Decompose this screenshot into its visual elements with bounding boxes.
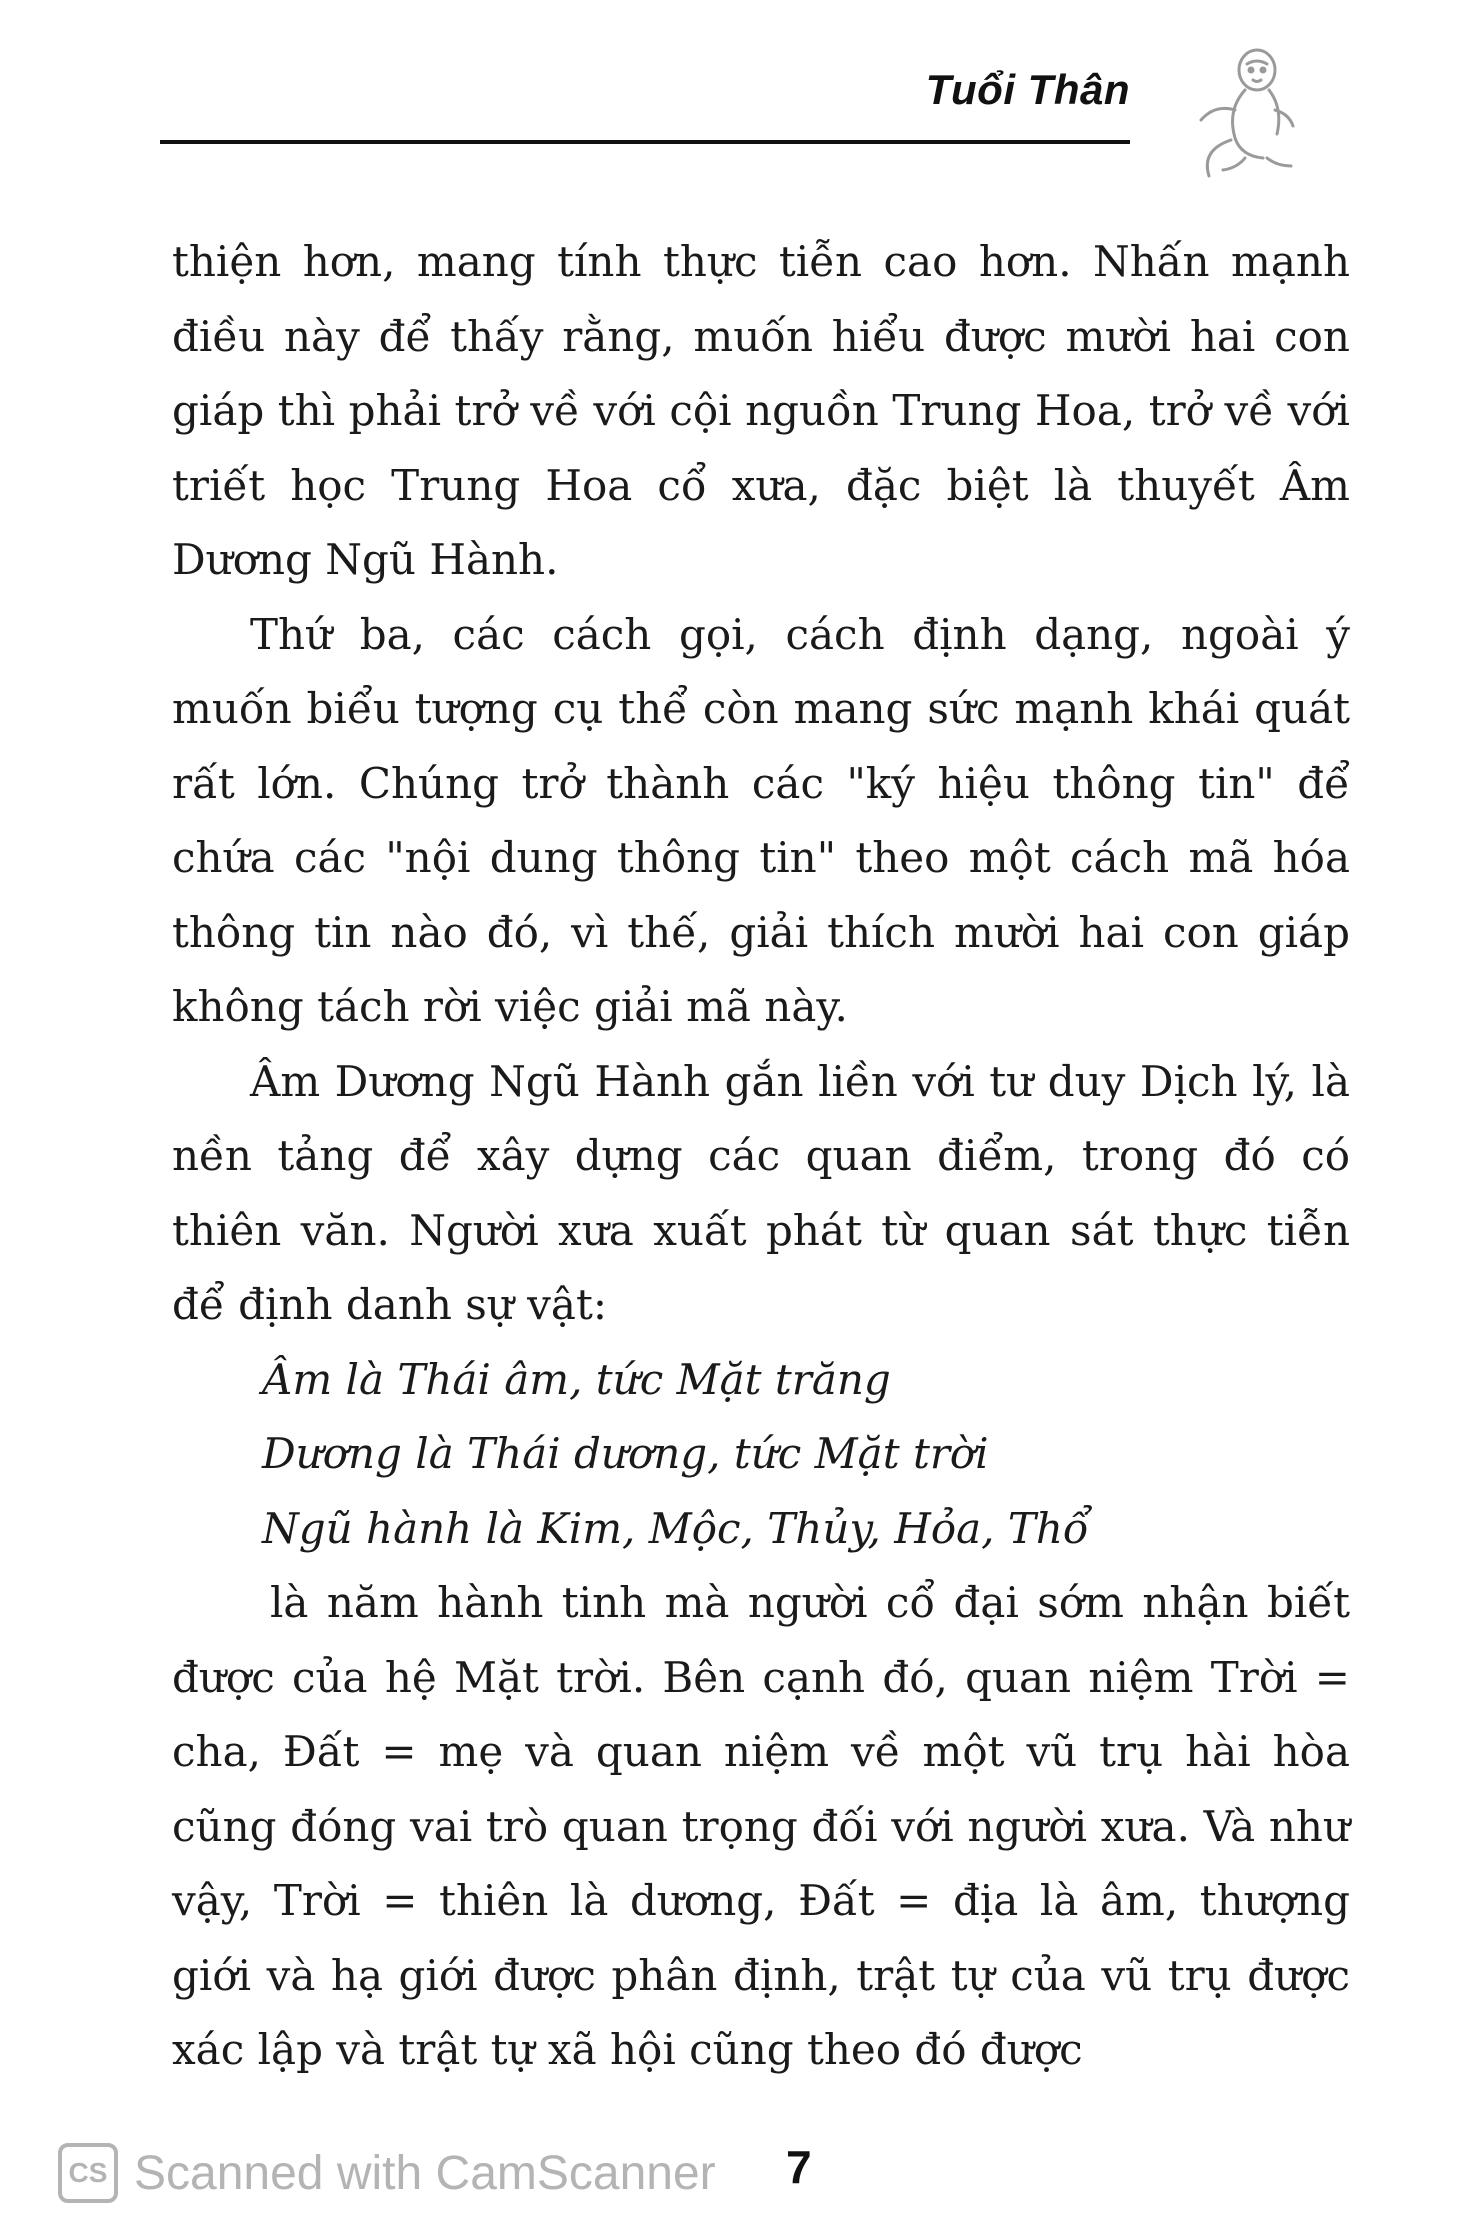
verse-line-3: Ngũ hành là Kim, Mộc, Thủy, Hỏa, Thổ (262, 1503, 1089, 1553)
running-title: Tuổi Thân (925, 66, 1130, 113)
paragraph-2: Thứ ba, các cách gọi, cách định dạng, ngoài ý muốn biểu tượng cụ thể còn mang sức mạnh khái quát rất lớn. Chúng trở thành các "ký hiệu thông tin" để chứa các "nội dung thông tin" theo một cách mã hóa thông tin nào đó, vì thế, giải thích mười hai con giáp không tách rời việc giải mã này. (172, 609, 1350, 1031)
body-text (172, 225, 1350, 2088)
verse-line-1: Âm là Thái âm, tức Mặt trăng (262, 1354, 891, 1404)
scanner-text: Scanned with CamScanner (134, 2146, 716, 2200)
paragraph-3: Âm Dương Ngũ Hành gắn liền với tư duy Dịch lý, là nền tảng để xây dựng các quan điểm, trong đó có thiên văn. Người xưa xuất phát từ quan sát thực tiễn để định danh sự vật: (172, 1056, 1350, 1329)
scanner-watermark (58, 2138, 716, 2208)
monkey-icon (1185, 40, 1305, 190)
paragraph-4: là năm hành tinh mà người cổ đại sớm nhận biết được của hệ Mặt trời. Bên cạnh đó, quan niệm Trời = cha, Đất = mẹ và quan niệm về một vũ trụ hài hòa cũng đóng vai trò quan trọng đối với người xưa. Và như vậy, Trời = thiên là dương, Đất = địa là âm, thượng giới và hạ giới được phân định, trật tự của vũ trụ được xác lập và trật tự xã hội cũng theo đó được (172, 1578, 1350, 2074)
page-number: 7 (786, 2141, 812, 2193)
camscanner-logo-icon: CS (58, 2143, 118, 2203)
paragraph-1: thiện hơn, mang tính thực tiễn cao hơn. Nhấn mạnh điều này để thấy rằng, muốn hiểu được mười hai con giáp thì phải trở về với cội nguồn Trung Hoa, trở về với triết học Trung Hoa cổ xưa, đặc biệt là thuyết Âm Dương Ngũ Hành. (172, 237, 1350, 584)
verse-line-2: Dương là Thái dương, tức Mặt trời (262, 1429, 989, 1478)
running-header (160, 60, 1130, 150)
header-rule (160, 140, 1130, 144)
